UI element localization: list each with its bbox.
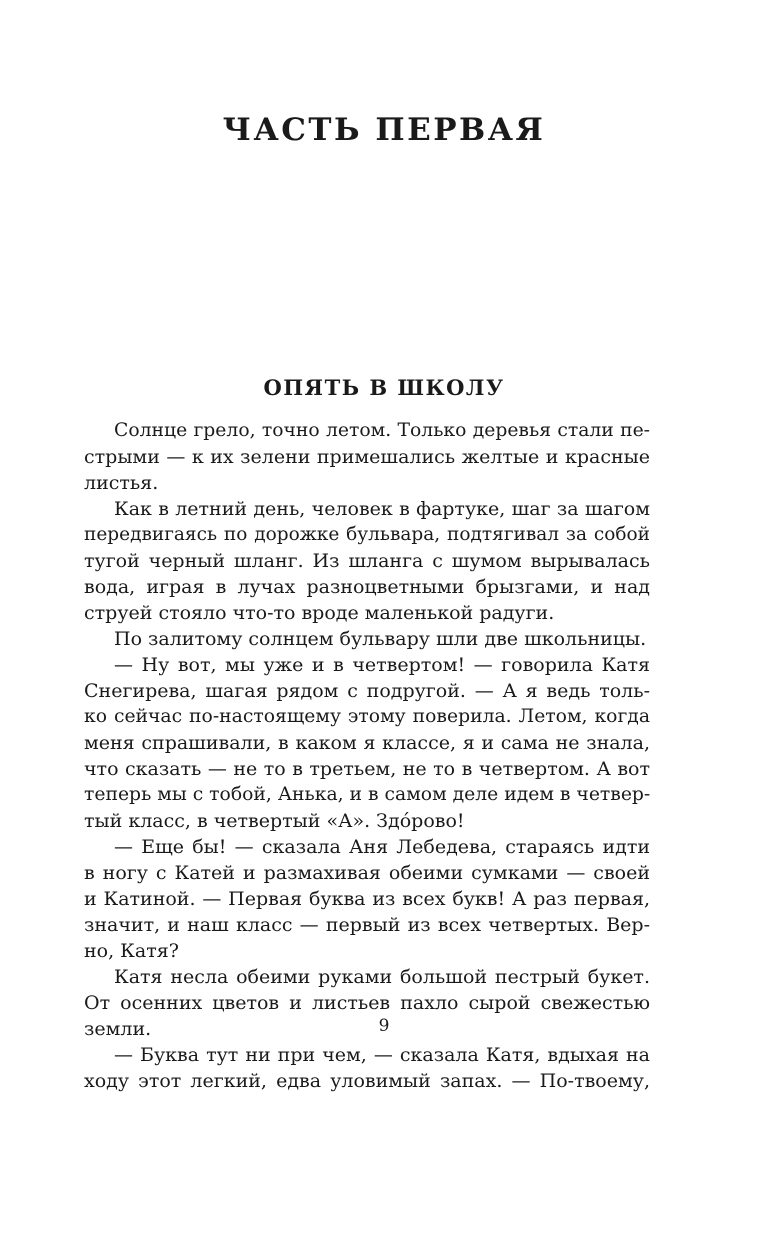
text-line: теперь мы с тобой, Анька, и в самом деле идем в четвер- bbox=[84, 784, 651, 805]
text-line: листья. bbox=[84, 472, 159, 494]
text-line: передвигаясь по дорожке бульвара, подтягивал за собой bbox=[84, 524, 650, 545]
text-line: Солнце грело, точно летом. Только деревья стали пе- bbox=[114, 420, 650, 441]
text-line: — Буква тут ни при чем, — сказала Катя, вдыхая на bbox=[114, 1044, 650, 1066]
page-number: 9 bbox=[378, 1016, 390, 1036]
body-text bbox=[84, 418, 650, 1094]
text-line: — Еще бы! — сказала Аня Лебедева, стараясь идти bbox=[114, 836, 650, 858]
text-line: ко сейчас по-настоящему этому поверила. Летом, когда bbox=[84, 706, 650, 727]
chapter-title: ОПЯТЬ В ШКОЛУ bbox=[263, 375, 505, 400]
text-line: в ногу с Катей и размахивая обеими сумками — своей bbox=[84, 862, 650, 884]
text-line: стрыми — к их зелени примешались желтые и красные bbox=[84, 446, 650, 468]
text-line: тый класс, в четвертый «А». Здóрово! bbox=[84, 810, 465, 832]
text-line: но, Катя? bbox=[84, 940, 179, 962]
text-line: струей стояло что-то вроде маленькой радуги. bbox=[84, 602, 555, 624]
text-line: Снегирева, шагая рядом с подругой. — А я ведь толь- bbox=[84, 680, 650, 702]
text-line: ходу этот легкий, едва уловимый запах. — По-твоему, bbox=[84, 1070, 650, 1092]
text-line: По залитому солнцем бульвару шли две школьницы. bbox=[114, 628, 647, 650]
text-line: тугой черный шланг. Из шланга с шумом вырывалась bbox=[84, 550, 650, 572]
part-title: ЧАСТЬ ПЕРВАЯ bbox=[222, 112, 546, 148]
text-line: значит, и наш класс — первый из всех четвертых. Вер- bbox=[84, 914, 650, 936]
text-line: Катя несла обеими руками большой пестрый букет. bbox=[114, 966, 650, 988]
text-line: земли. bbox=[84, 1018, 152, 1040]
text-line: Как в летний день, человек в фартуке, шаг за шагом bbox=[114, 498, 650, 520]
text-line: От осенних цветов и листьев пахло сырой свежестью bbox=[84, 992, 650, 1014]
text-line: что сказать — не то в третьем, не то в четвертом. А вот bbox=[84, 758, 650, 780]
text-line: меня спрашивали, в каком я классе, я и сама не знала, bbox=[84, 732, 650, 754]
text-line: — Ну вот, мы уже и в четвертом! — говорила Катя bbox=[114, 654, 650, 676]
text-line: и Катиной. — Первая буква из всех букв! А раз первая, bbox=[84, 888, 650, 910]
text-line: вода, играя в лучах разноцветными брызгами, и над bbox=[84, 576, 650, 598]
